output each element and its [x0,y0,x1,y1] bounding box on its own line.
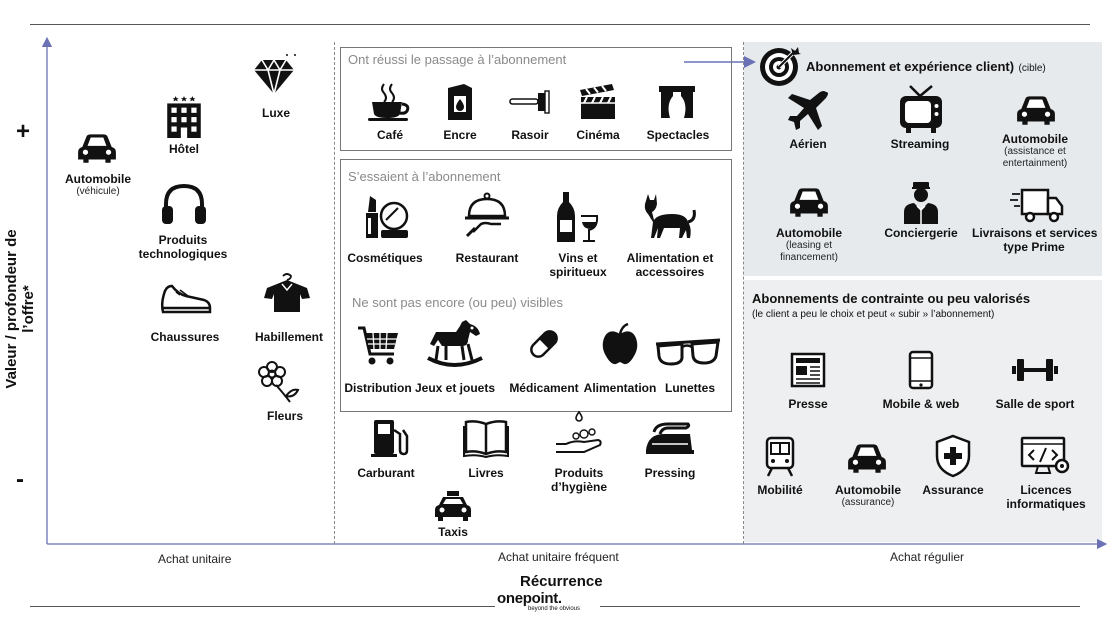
licences-label: Licences informatiques [1006,483,1086,511]
coffee-icon [366,82,414,122]
livraisons-label: Livraisons et services type Prime [972,226,1098,254]
x-zone-frequent: Achat unitaire fréquent [498,550,619,564]
cafe-label: Café [376,128,403,142]
code-monitor-icon [1020,436,1072,476]
hygiene-label: Produits d’hygiène [550,466,607,494]
rasoir-label: Rasoir [511,128,549,142]
cloche-icon [463,192,511,238]
handwash-icon [554,410,604,458]
assurance-label: Assurance [922,483,984,497]
automobile-vehicule-label: Automobile (véhicule) [65,172,131,197]
plane-icon [786,88,830,132]
brand-logo: onepoint. [497,590,562,607]
carburant-label: Carburant [357,466,415,480]
cible-title: Abonnement et expérience client) (cible) [806,59,1046,74]
alimentation-accessoires-label: Alimentation et accessoires [626,251,714,279]
alimentation-label: Alimentation [583,381,657,395]
tv-icon [898,84,944,134]
clapperboard-icon [578,82,618,122]
streaming-label: Streaming [890,137,950,151]
target-icon [757,44,803,88]
spectacles-label: Spectacles [646,128,710,142]
automobile-leasing-label: Automobile (leasing et financement) [776,226,842,263]
zone-divider-1 [334,42,335,544]
habillement-label: Habillement [254,330,323,344]
theater-icon [658,84,696,120]
car-icon [1015,92,1057,128]
fuel-icon [370,418,410,458]
cart-icon [356,324,400,366]
flower-icon [256,358,302,404]
diamond-icon [250,52,300,98]
box-reussi-title: Ont réussi le passage à l’abonnement [348,52,567,67]
newspaper-icon [790,352,826,388]
restaurant-label: Restaurant [455,251,519,265]
salle-sport-label: Salle de sport [995,397,1075,411]
y-minus: - [16,466,24,493]
automobile-assistance-label: Automobile (assistance et entertainment) [1002,132,1068,169]
produits-tech-label: Produits technologiques [138,233,228,261]
zone-divider-2 [743,42,744,544]
x-zone-unitaire: Achat unitaire [158,552,232,566]
wine-icon [555,190,601,244]
x-zone-regulier: Achat régulier [890,550,965,564]
car-icon [76,130,118,166]
jeux-jouets-label: Jeux et jouets [414,381,496,395]
medicament-label: Médicament [509,381,579,395]
brand-tagline: beyond the obvious [528,606,581,612]
x-axis-label: Récurrence [520,573,603,590]
dumbbell-icon [1010,356,1060,384]
mobile-web-label: Mobile & web [882,397,960,411]
taxi-icon [434,490,472,522]
vins-label: Vins et spiritueux [549,251,607,279]
mobilite-label: Mobilité [757,483,803,497]
fleurs-label: Fleurs [266,409,303,423]
concierge-icon [900,180,942,224]
luxe-label: Luxe [261,106,290,120]
shield-plus-icon [934,434,972,478]
taxis-label: Taxis [438,525,468,539]
car-icon [846,440,888,476]
pill-icon [526,326,562,362]
livres-label: Livres [468,466,504,480]
razor-icon [508,88,552,116]
contrainte-title: Abonnements de contrainte ou peu valorisés [752,291,1031,306]
contrainte-subtitle: (le client a peu le choix et peut « subir » l’abonnement) [752,309,995,320]
box-essaient-subtitle: Ne sont pas encore (ou peu) visibles [352,295,564,310]
hotel-label: Hôtel [169,142,199,156]
headphones-icon [160,182,208,226]
ink-cartridge-icon [444,82,476,122]
box-essaient-title: S’essaient à l’abonnement [348,169,501,184]
train-icon [764,436,796,478]
cinema-label: Cinéma [576,128,620,142]
y-plus: + [16,118,31,145]
truck-icon [1010,186,1064,224]
cosmetics-icon [362,194,410,240]
chaussures-label: Chaussures [150,330,220,344]
smartphone-icon [908,350,934,390]
iron-icon [644,420,696,456]
hotel-icon [163,94,205,138]
apple-icon [600,322,640,366]
automobile-assurance-label: Automobile (assurance) [835,483,901,508]
y-axis-label: Valeur / profondeur de l’offre* [3,229,37,389]
encre-label: Encre [443,128,477,142]
conciergerie-label: Conciergerie [884,226,958,240]
rocking-horse-icon [426,318,484,370]
shoe-icon [160,282,212,316]
cosmetiques-label: Cosmétiques [347,251,423,265]
cat-icon [642,192,698,240]
pressing-label: Pressing [644,466,696,480]
clothing-icon [262,272,312,314]
aerien-label: Aérien [789,137,827,151]
presse-label: Presse [788,397,828,411]
distribution-label: Distribution [344,381,412,395]
lunettes-label: Lunettes [664,381,715,395]
car-icon [788,184,830,220]
book-icon [462,418,510,458]
glasses-icon [654,338,722,366]
